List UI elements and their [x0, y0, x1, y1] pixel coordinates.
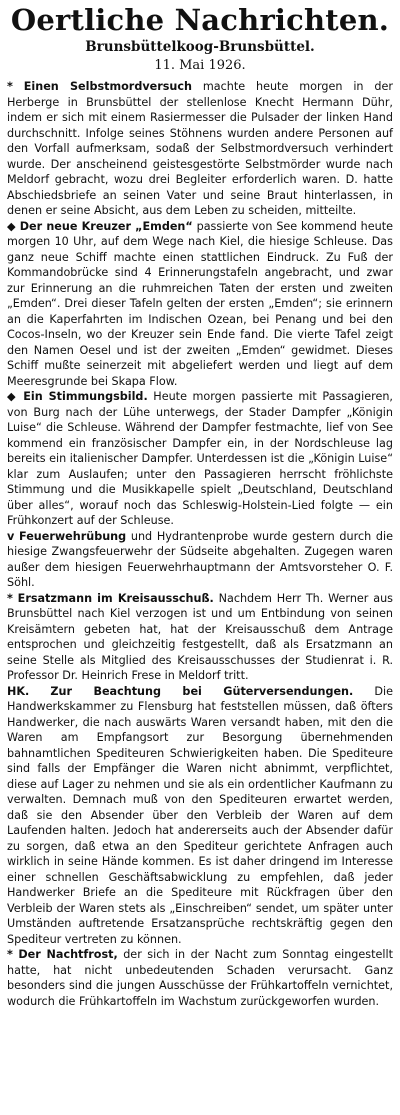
section-subtitle: Brunsbüttelkoog-Brunsbüttel. [85, 39, 315, 55]
article-lead: Der Nachtfrost, [18, 948, 118, 961]
diamond-marker-icon: ◆ [7, 219, 16, 233]
article-marker: * [7, 948, 13, 961]
article-marker: HK. [7, 684, 30, 698]
article-night-frost [7, 947, 393, 1009]
article-lead: Ein Stimmungsbild. [23, 390, 148, 403]
diamond-marker-icon: ◆ [7, 390, 18, 403]
article-lead: Einen Selbstmordversuch [23, 80, 192, 93]
article-lead: Zur Beachtung bei Güterversendungen. [50, 684, 354, 698]
article-marker: * [7, 591, 13, 605]
article-body: Die Handwerkskammer zu Flensburg hat feststellen müssen, daß öfters Handwerker, die nach auswärts Waren versandt haben, mit den die Waren am Empfangsort zur Besorgung übernehmenden bahnamtlichen Spediteuren Schwierigkeiten haben. Die Spediteure sind falls der Empfänger die Waren nicht abnimmt, verpflichtet, diese auf Lager zu nehmen und sie als ein ordentlicher Kaufmann zu verwalten. Demnach muß von den Spediteuren erwartet werden, daß sie den Absender über den Verbleib der Waren auf dem Laufenden halten. Jedoch hat andererseits auch der Absender dafür zu sorgen, daß etwa an den Spediteur gerichtete Anfragen auch wirklich in seine Hände kommen. Es ist daher dringend im Interesse einer schnellen Geschäftsabwicklung zu empfehlen, daß jeder Handwerker Briefe an die Spediteure mit Rückfragen über den Verbleib der Waren stets als „Einschreiben“ sendet, um später unter Umständen auftretende Ersatzansprüche rechtskräftig gegen den Spediteur vertreten zu können. [7, 684, 393, 946]
article-body: und Hydrantenprobe wurde gestern durch die hiesige Zwangsfeuerwehr der Südseite abgehalten. Zugegen waren außer dem hiesigen Feuerwehrhauptmann der Amtsvorsteher O. F. Söhl. [7, 529, 394, 589]
article-lead: Ersatzmann im Kreisausschuß. [17, 591, 214, 605]
dateline: 11. Mai 1926. [154, 58, 246, 73]
article-body: der sich in der Nacht zum Sonntag eingestellt hatte, hat nicht unbedeutenden Schaden verursacht. Ganz besonders sind die jungen Ausschüsse der Frühkartoffeln vernichtet, wodurch die Frühkartoffeln im Wachstum zurückgeworfen wurden. [7, 948, 393, 1008]
newspaper-page [7, 0, 393, 1009]
article-suicide-attempt [7, 79, 393, 219]
section-title: Oertliche Nachrichten. [10, 3, 390, 37]
article-marker: * [7, 80, 13, 93]
article-goods-shipping [7, 684, 393, 948]
article-body: passierte von See kommend heute morgen 10 Uhr, auf dem Wege nach Kiel, die hiesige Schleuse. Das ganz neue Schiff machte einen stattlichen Eindruck. Zu Fuß der Kommandobrücke sind 4 Erinnerungstafeln angebracht, und zwar zur Erinnerung an die ruhmreichen Taten der ersten und zweiten „Emden“. Drei dieser Tafeln gelten der ersten „Emden“; sie erinnern an die Kaperfahrten im Indischen Ozean, bei Penang und bei den Cocos-Inseln, wo der Kreuzer sein Ende fand. Die vierte Tafel zeigt den Namen Oesel und ist der zweiten „Emden“ gewidmet. Dieses Schiff mußte seinerzeit mit abgeliefert werden und liegt auf dem Meeresgrunde bei Skapa Flow. [7, 219, 394, 388]
article-stimmungsbild [7, 389, 393, 529]
article-body: Nachdem Herr Th. Werner aus Brunsbüttel nach Kiel verzogen ist und um Entbindung von seinen Kreisämtern gebeten hat, hat der Kreisausschuß dem Antrage entsprochen und gleichzeitig festgestellt, daß als Ersatzmann an seine Stelle als Mitglied des Kreisausschusses der Studienrat i. R. Professor Dr. Heinrich Frese in Meldorf tritt. [7, 591, 393, 682]
article-marker: v [7, 529, 15, 543]
article-lead: Feuerwehrübung [19, 529, 127, 543]
article-district-committee [7, 591, 393, 684]
article-lead: Der neue Kreuzer „Emden“ [19, 219, 193, 233]
article-cruiser-emden [7, 219, 393, 390]
article-fire-drill [7, 529, 393, 591]
article-body: Heute morgen passierte mit Passagieren, von Burg nach der Lühe unterwegs, der Stader Dampfer „Königin Luise“ die Schleuse. Während der Dampfer festmachte, lief von See kommend ein französischer Dampfer ein, in der Nordschleuse lag bereits ein italienischer Dampfer. Unterdessen ist die „Königin Luise“ klar zum Auslaufen; unter den Passagieren herrscht fröhlichste Stimmung und die Musikkapelle spielt „Deutschland, Deutschland über alles“, worauf noch das Schleswig-Holstein-Lied folgte — ein Frühkonzert auf der Schleuse. [7, 390, 393, 527]
article-body: machte heute morgen in der Herberge in Brunsbüttel der stellenlose Knecht Hermann Dühr, indem er sich mit einem Rasiermesser die Pulsader der linken Hand durchschnitt. Infolge seines Stöhnens wurden andere Personen auf den Vorfall aufmerksam, sodaß der Selbstmordversuch verhindert wurde. Der anscheinend geistesgestörte Selbstmörder wurde nach Meldorf gebracht, wozu drei Begleiter erforderlich waren. D. hatte Abschiedsbriefe an seinen Vater und seine Braut hinterlassen, in denen er seine Absicht, aus dem Leben zu scheiden, mitteilte. [7, 80, 393, 217]
